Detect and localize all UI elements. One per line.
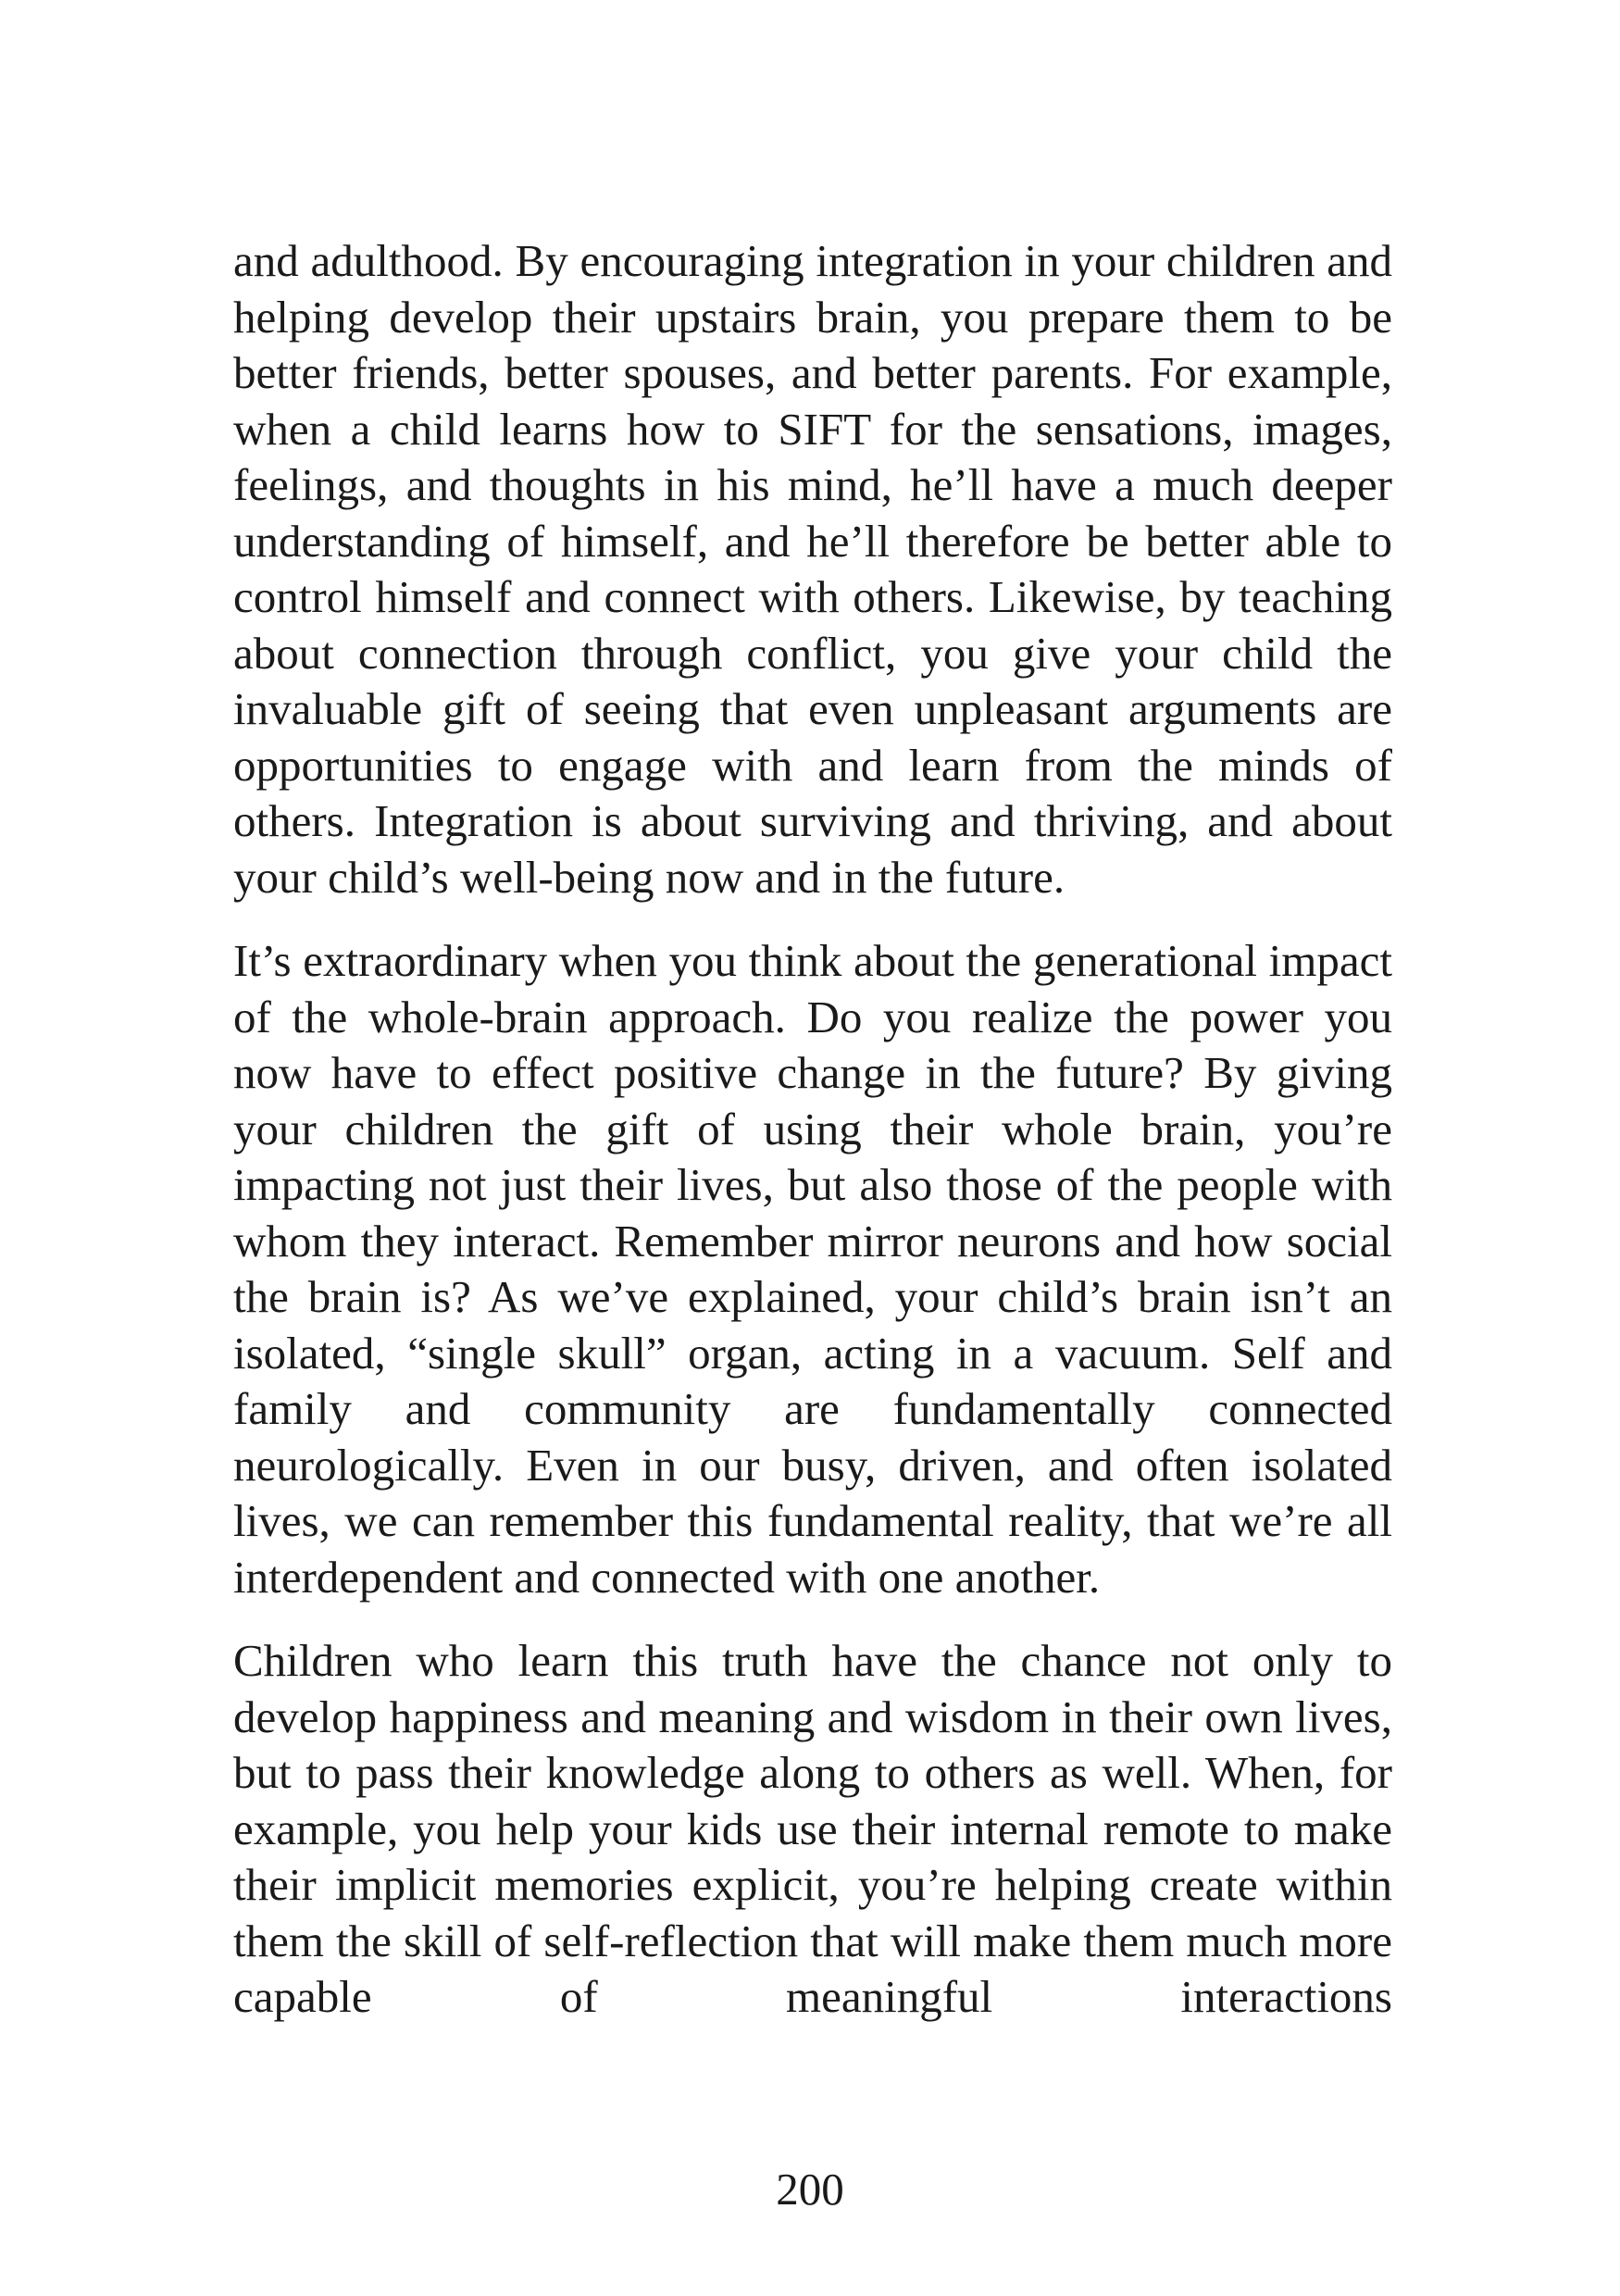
paragraph-1: and adulthood. By encouraging integration in your children and helping develop their upstairs brain, you prepare them to be better friends, better spouses, and better parents. For example, when a child learns how to SIFT for the sensations, images, feelings, and thoughts in his mind, he’ll have a much deeper understanding of himself, and he’ll therefore be better able to control himself and connect with others. Likewise, by teaching about connection through conflict, you give your child the invaluable gift of seeing that even unpleasant arguments are opportunities to engage with and learn from the minds of others. Integration is about surviving and thriving, and about your child’s well-being now and in the future. — [233, 235, 1392, 903]
page-number: 200 — [776, 2164, 844, 2215]
paragraph-2: It’s extraordinary when you think about the generational impact of the whole-brain approach. Do you realize the power you now have to effect positive change in the future? By giving your children the gift of using their whole brain, you’re impacting not just their lives, but also those of the people with whom they interact. Remember mirror neurons and how social the brain is? As we’ve explained, your child’s brain isn’t an isolated, “single skull” organ, acting in a vacuum. Self and family and community are fundamentally connected neurologically. Even in our busy, driven, and often isolated lives, we can remember this fundamental reality, that we’re all interdependent and connected with one another. — [233, 935, 1392, 1603]
body-text — [233, 233, 1392, 2026]
paragraph-3: Children who learn this truth have the chance not only to develop happiness and meaning and wisdom in their own lives, but to pass their knowledge along to others as well. When, for example, you help your kids use their internal remote to make their implicit memories explicit, you’re helping create within them the skill of self-reflection that will make them much more capable of meaningful interactions — [233, 1635, 1392, 2022]
